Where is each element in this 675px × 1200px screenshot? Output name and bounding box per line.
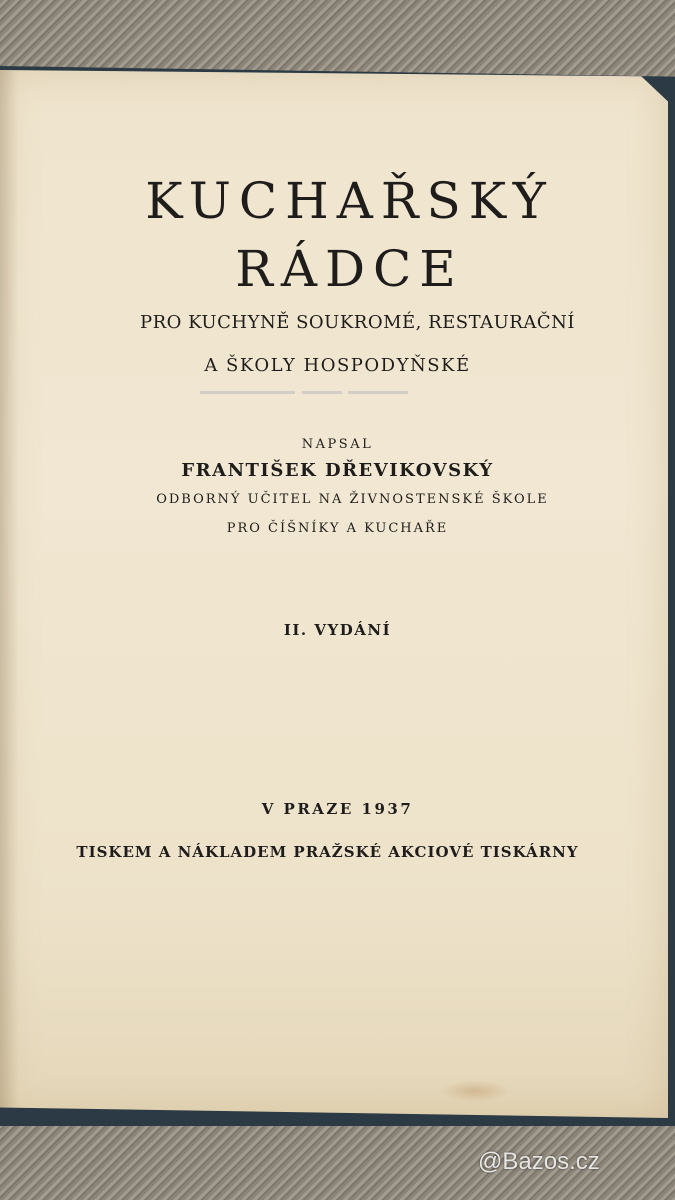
publisher-line: TISKEM A NÁKLADEM PRAŽSKÉ AKCIOVÉ TISKÁRNY xyxy=(76,843,579,861)
edition-label: II. VYDÁNÍ xyxy=(283,621,392,639)
paper-stain xyxy=(440,1080,510,1102)
book-title-line-2: RÁDCE xyxy=(235,240,464,298)
author-role-line-2: PRO ČÍŠNÍKY A KUCHAŘE xyxy=(226,521,449,536)
place-and-year: V PRAZE 1937 xyxy=(261,800,414,818)
faded-stamp-marking xyxy=(200,385,420,401)
author-role-line-1: ODBORNÝ UČITEL NA ŽIVNOSTENSKÉ ŠKOLE xyxy=(156,492,549,507)
site-watermark: @Bazos.cz xyxy=(478,1148,600,1175)
faded-stamp-graphic xyxy=(200,385,420,401)
subtitle-line-1: PRO KUCHYNĚ SOUKROMÉ, RESTAURAČNÍ xyxy=(139,312,575,333)
book-title-line-1: KUCHAŘSKÝ xyxy=(145,172,554,230)
author-label: NAPSAL xyxy=(301,437,374,452)
subtitle-line-2: A ŠKOLY HOSPODYŇSKÉ xyxy=(204,355,471,376)
author-name: FRANTIŠEK DŘEVIKOVSKÝ xyxy=(181,460,494,481)
